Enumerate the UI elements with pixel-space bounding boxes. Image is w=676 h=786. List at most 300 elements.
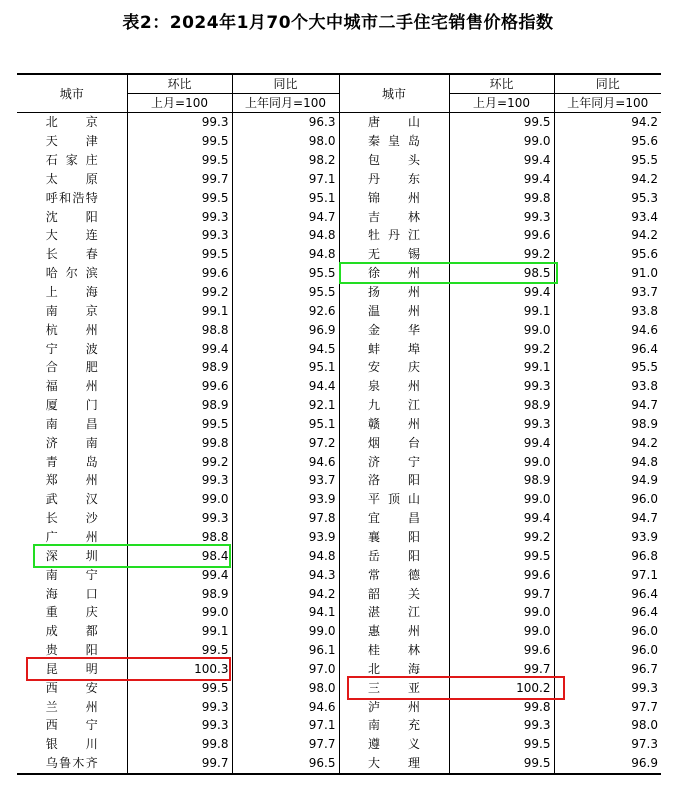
city-name-right: [339, 490, 449, 509]
city-name-right: [339, 433, 449, 452]
city-label: 泉州: [368, 379, 420, 394]
header-city-right: 城市: [339, 74, 449, 113]
yoy-value-right: 93.4: [554, 207, 661, 226]
mom-value-right: 98.9: [449, 396, 554, 415]
mom-value-left: 100.3: [127, 659, 232, 678]
yoy-value-left: 94.4: [232, 377, 339, 396]
city-label: 兰州: [45, 699, 98, 714]
table-row: [17, 509, 661, 528]
mom-value-right: 100.2: [449, 678, 554, 697]
city-label: 常德: [368, 567, 420, 582]
table-row: [17, 339, 661, 358]
city-label: 襄阳: [368, 529, 420, 544]
mom-value-left: 99.5: [127, 245, 232, 264]
city-label: 广州: [45, 529, 98, 544]
yoy-value-left: 97.7: [232, 735, 339, 754]
city-name-left: [17, 245, 127, 264]
city-label: 唐山: [368, 115, 420, 130]
mom-value-right: 98.9: [449, 471, 554, 490]
yoy-value-left: 95.5: [232, 264, 339, 283]
city-label: 温州: [368, 303, 420, 318]
mom-value-right: 99.5: [449, 546, 554, 565]
mom-value-left: 98.4: [127, 546, 232, 565]
mom-value-left: 99.1: [127, 301, 232, 320]
table-row: [17, 528, 661, 547]
city-name-left: [17, 264, 127, 283]
city-label: 呼和浩特: [45, 190, 98, 205]
mom-value-left: 99.3: [127, 697, 232, 716]
table-row: [17, 415, 661, 434]
yoy-value-left: 94.2: [232, 584, 339, 603]
mom-value-right: 99.4: [449, 170, 554, 189]
mom-value-right: 99.1: [449, 358, 554, 377]
yoy-value-left: 98.0: [232, 132, 339, 151]
yoy-value-right: 95.5: [554, 151, 661, 170]
city-label: 海口: [45, 586, 98, 601]
city-name-right: [339, 301, 449, 320]
city-name-left: [17, 490, 127, 509]
city-label: 蚌埠: [368, 341, 420, 356]
yoy-value-left: 95.1: [232, 415, 339, 434]
city-name-left: [17, 301, 127, 320]
city-label: 西安: [45, 680, 98, 695]
city-name-left: [17, 396, 127, 415]
header-yoy-left: 同比: [232, 74, 339, 94]
table-row: [17, 358, 661, 377]
yoy-value-left: 96.9: [232, 320, 339, 339]
table-row: [17, 584, 661, 603]
city-name-right: [339, 452, 449, 471]
mom-value-right: 99.3: [449, 377, 554, 396]
mom-value-left: 99.5: [127, 151, 232, 170]
city-label: 南昌: [45, 416, 98, 431]
yoy-value-right: 91.0: [554, 264, 661, 283]
table-row: [17, 264, 661, 283]
city-name-left: [17, 170, 127, 189]
city-label: 合肥: [45, 360, 98, 375]
city-label: 福州: [45, 379, 98, 394]
yoy-value-right: 94.8: [554, 452, 661, 471]
yoy-value-right: 98.9: [554, 415, 661, 434]
yoy-value-left: 93.7: [232, 471, 339, 490]
city-name-right: [339, 641, 449, 660]
mom-value-right: 99.6: [449, 641, 554, 660]
yoy-value-right: 97.1: [554, 565, 661, 584]
city-label: 遵义: [368, 737, 420, 752]
yoy-value-left: 94.6: [232, 697, 339, 716]
yoy-value-right: 94.2: [554, 170, 661, 189]
city-label: 天津: [45, 134, 98, 149]
city-label: 宁波: [45, 341, 98, 356]
city-label: 大理: [368, 756, 420, 771]
yoy-value-right: 94.7: [554, 509, 661, 528]
yoy-value-left: 96.5: [232, 754, 339, 774]
header-mom-right: 环比: [449, 74, 554, 94]
mom-value-right: 99.7: [449, 584, 554, 603]
city-label: 洛阳: [368, 473, 420, 488]
header-yoy-right: 同比: [554, 74, 661, 94]
mom-value-right: 99.3: [449, 716, 554, 735]
city-label: 包头: [368, 153, 420, 168]
header-city-left: 城市: [59, 86, 84, 101]
yoy-value-left: 94.7: [232, 207, 339, 226]
city-label: 乌鲁木齐: [45, 756, 98, 771]
table-row: [17, 207, 661, 226]
yoy-value-right: 96.8: [554, 546, 661, 565]
city-name-left: [17, 528, 127, 547]
city-name-left: [17, 735, 127, 754]
city-name-left: [17, 697, 127, 716]
header-mom-base-left: 上月=100: [127, 94, 232, 113]
city-name-right: [339, 678, 449, 697]
yoy-value-left: 95.5: [232, 283, 339, 302]
city-label: 桂林: [368, 643, 420, 658]
city-label: 安庆: [368, 360, 420, 375]
city-label: 徐州: [368, 266, 420, 281]
city-label: 秦皇岛: [368, 134, 420, 149]
yoy-value-left: 98.2: [232, 151, 339, 170]
header-yoy-base-right: 上年同月=100: [554, 94, 661, 113]
yoy-value-right: 97.3: [554, 735, 661, 754]
city-name-left: [17, 320, 127, 339]
city-label: 南充: [368, 718, 420, 733]
table-row: [17, 188, 661, 207]
city-name-left: [17, 433, 127, 452]
city-name-right: [339, 396, 449, 415]
mom-value-right: 99.4: [449, 151, 554, 170]
yoy-value-right: 96.9: [554, 754, 661, 774]
yoy-value-right: 95.3: [554, 188, 661, 207]
header-yoy-base-left: 上年同月=100: [232, 94, 339, 113]
mom-value-right: 99.5: [449, 113, 554, 132]
table-row: [17, 678, 661, 697]
mom-value-right: 99.0: [449, 622, 554, 641]
city-name-left: [17, 207, 127, 226]
city-name-right: [339, 132, 449, 151]
table-row: [17, 603, 661, 622]
city-name-right: [339, 226, 449, 245]
city-name-left: [17, 622, 127, 641]
city-name-left: [17, 678, 127, 697]
table-row: [17, 283, 661, 302]
city-label: 平顶山: [368, 492, 420, 507]
city-label: 惠州: [368, 624, 420, 639]
mom-value-right: 99.0: [449, 452, 554, 471]
mom-value-right: 99.3: [449, 415, 554, 434]
mom-value-left: 99.7: [127, 170, 232, 189]
mom-value-left: 99.1: [127, 622, 232, 641]
city-name-right: [339, 716, 449, 735]
city-name-right: [339, 546, 449, 565]
city-label: 南京: [45, 303, 98, 318]
table-row: [17, 113, 661, 132]
city-name-right: [339, 339, 449, 358]
mom-value-right: 99.5: [449, 754, 554, 774]
city-label: 三亚: [368, 680, 420, 695]
mom-value-right: 99.7: [449, 659, 554, 678]
yoy-value-right: 96.4: [554, 339, 661, 358]
city-name-right: [339, 170, 449, 189]
table-row: [17, 433, 661, 452]
mom-value-left: 99.6: [127, 377, 232, 396]
yoy-value-right: 96.7: [554, 659, 661, 678]
city-label: 银川: [45, 737, 98, 752]
city-name-right: [339, 264, 449, 283]
mom-value-left: 99.3: [127, 113, 232, 132]
city-label: 郑州: [45, 473, 98, 488]
city-name-right: [339, 659, 449, 678]
mom-value-right: 99.2: [449, 528, 554, 547]
city-label: 无锡: [368, 247, 420, 262]
table-row: [17, 132, 661, 151]
mom-value-left: 99.0: [127, 490, 232, 509]
city-name-left: [17, 584, 127, 603]
yoy-value-left: 97.1: [232, 170, 339, 189]
city-label: 上海: [45, 285, 98, 300]
mom-value-left: 99.5: [127, 188, 232, 207]
mom-value-right: 99.6: [449, 226, 554, 245]
yoy-value-left: 94.8: [232, 226, 339, 245]
yoy-value-left: 92.6: [232, 301, 339, 320]
mom-value-left: 99.2: [127, 452, 232, 471]
mom-value-left: 99.4: [127, 339, 232, 358]
yoy-value-right: 93.7: [554, 283, 661, 302]
table-row: [17, 659, 661, 678]
city-name-left: [17, 641, 127, 660]
header-mom-left: 环比: [127, 74, 232, 94]
city-label: 深圳: [45, 548, 98, 563]
mom-value-right: 99.0: [449, 132, 554, 151]
city-label: 丹东: [368, 171, 420, 186]
city-name-right: [339, 754, 449, 774]
city-name-right: [339, 320, 449, 339]
mom-value-left: 99.3: [127, 509, 232, 528]
table-row: [17, 301, 661, 320]
yoy-value-right: 94.6: [554, 320, 661, 339]
mom-value-right: 99.0: [449, 320, 554, 339]
city-name-left: [17, 509, 127, 528]
city-label: 济宁: [368, 454, 420, 469]
table-row: [17, 754, 661, 774]
city-label: 长沙: [45, 511, 98, 526]
mom-value-left: 98.9: [127, 584, 232, 603]
yoy-value-left: 95.1: [232, 188, 339, 207]
table-row: [17, 735, 661, 754]
table-row: [17, 320, 661, 339]
city-label: 厦门: [45, 398, 98, 413]
mom-value-left: 99.3: [127, 471, 232, 490]
city-name-right: [339, 188, 449, 207]
city-label: 岳阳: [368, 548, 420, 563]
yoy-value-right: 99.3: [554, 678, 661, 697]
city-name-right: [339, 377, 449, 396]
city-name-left: [17, 415, 127, 434]
city-name-left: [17, 716, 127, 735]
city-name-right: [339, 603, 449, 622]
city-name-left: [17, 132, 127, 151]
mom-value-right: 99.8: [449, 188, 554, 207]
city-label: 成都: [45, 624, 98, 639]
mom-value-left: 99.8: [127, 735, 232, 754]
mom-value-right: 99.3: [449, 207, 554, 226]
mom-value-right: 98.5: [449, 264, 554, 283]
city-label: 杭州: [45, 322, 98, 337]
yoy-value-right: 96.4: [554, 584, 661, 603]
yoy-value-right: 94.9: [554, 471, 661, 490]
city-label: 九江: [368, 398, 420, 413]
mom-value-right: 99.1: [449, 301, 554, 320]
city-name-left: [17, 471, 127, 490]
city-label: 扬州: [368, 285, 420, 300]
mom-value-left: 98.8: [127, 320, 232, 339]
city-label: 石家庄: [45, 153, 98, 168]
table-row: [17, 226, 661, 245]
mom-value-right: 99.4: [449, 433, 554, 452]
mom-value-right: 99.6: [449, 565, 554, 584]
city-name-left: [17, 283, 127, 302]
city-label: 西宁: [45, 718, 98, 733]
yoy-value-right: 95.6: [554, 245, 661, 264]
city-label: 宜昌: [368, 511, 420, 526]
mom-value-left: 99.3: [127, 226, 232, 245]
table-row: [17, 716, 661, 735]
mom-value-left: 99.8: [127, 433, 232, 452]
table-row: [17, 471, 661, 490]
city-name-right: [339, 415, 449, 434]
city-label: 长春: [45, 247, 98, 262]
yoy-value-right: 94.2: [554, 226, 661, 245]
yoy-value-left: 92.1: [232, 396, 339, 415]
price-index-table: [17, 73, 661, 775]
mom-value-right: 99.2: [449, 339, 554, 358]
city-label: 武汉: [45, 492, 98, 507]
yoy-value-right: 96.4: [554, 603, 661, 622]
mom-value-right: 99.4: [449, 283, 554, 302]
table-row: [17, 490, 661, 509]
yoy-value-right: 94.7: [554, 396, 661, 415]
city-label: 赣州: [368, 416, 420, 431]
city-label: 太原: [45, 171, 98, 186]
table-row: [17, 452, 661, 471]
yoy-value-right: 94.2: [554, 113, 661, 132]
city-name-left: [17, 452, 127, 471]
mom-value-left: 99.3: [127, 207, 232, 226]
yoy-value-left: 94.5: [232, 339, 339, 358]
yoy-value-left: 95.1: [232, 358, 339, 377]
city-label: 牡丹江: [368, 228, 420, 243]
yoy-value-right: 93.9: [554, 528, 661, 547]
mom-value-left: 98.9: [127, 396, 232, 415]
city-label: 泸州: [368, 699, 420, 714]
yoy-value-left: 94.8: [232, 245, 339, 264]
city-label: 重庆: [45, 605, 98, 620]
yoy-value-left: 93.9: [232, 528, 339, 547]
yoy-value-left: 94.6: [232, 452, 339, 471]
mom-value-left: 98.8: [127, 528, 232, 547]
table-row: [17, 396, 661, 415]
yoy-value-left: 99.0: [232, 622, 339, 641]
table-row: [17, 377, 661, 396]
yoy-value-left: 97.2: [232, 433, 339, 452]
table-row: [17, 245, 661, 264]
city-label: 湛江: [368, 605, 420, 620]
yoy-value-left: 97.8: [232, 509, 339, 528]
page-title: 表2：2024年1月70个大中城市二手住宅销售价格指数: [122, 13, 554, 33]
city-label: 北海: [368, 661, 420, 676]
city-label: 金华: [368, 322, 420, 337]
city-name-right: [339, 207, 449, 226]
city-label: 北京: [45, 115, 98, 130]
city-name-left: [17, 546, 127, 565]
mom-value-left: 99.5: [127, 132, 232, 151]
mom-value-right: 99.4: [449, 509, 554, 528]
table-row: [17, 565, 661, 584]
table-row: [17, 622, 661, 641]
city-label: 南宁: [45, 567, 98, 582]
city-name-right: [339, 113, 449, 132]
yoy-value-right: 94.2: [554, 433, 661, 452]
mom-value-left: 99.5: [127, 678, 232, 697]
mom-value-left: 99.0: [127, 603, 232, 622]
city-name-left: [17, 188, 127, 207]
yoy-value-left: 97.1: [232, 716, 339, 735]
city-name-left: [17, 151, 127, 170]
mom-value-right: 99.2: [449, 245, 554, 264]
city-name-right: [339, 151, 449, 170]
yoy-value-right: 96.0: [554, 641, 661, 660]
yoy-value-right: 98.0: [554, 716, 661, 735]
mom-value-right: 99.8: [449, 697, 554, 716]
city-name-left: [17, 377, 127, 396]
city-name-left: [17, 659, 127, 678]
yoy-value-right: 96.0: [554, 490, 661, 509]
table-row: [17, 151, 661, 170]
mom-value-left: 98.9: [127, 358, 232, 377]
city-name-right: [339, 584, 449, 603]
yoy-value-left: 97.0: [232, 659, 339, 678]
mom-value-left: 99.5: [127, 641, 232, 660]
yoy-value-right: 97.7: [554, 697, 661, 716]
city-label: 锦州: [368, 190, 420, 205]
city-name-left: [17, 226, 127, 245]
mom-value-right: 99.0: [449, 490, 554, 509]
city-label: 青岛: [45, 454, 98, 469]
city-name-right: [339, 283, 449, 302]
yoy-value-left: 94.1: [232, 603, 339, 622]
city-label: 昆明: [45, 661, 98, 676]
yoy-value-right: 93.8: [554, 301, 661, 320]
city-name-left: [17, 358, 127, 377]
mom-value-left: 99.6: [127, 264, 232, 283]
mom-value-left: 99.3: [127, 716, 232, 735]
yoy-value-left: 93.9: [232, 490, 339, 509]
yoy-value-right: 95.5: [554, 358, 661, 377]
city-name-left: [17, 113, 127, 132]
city-name-right: [339, 565, 449, 584]
city-label: 贵阳: [45, 643, 98, 658]
city-label: 吉林: [368, 209, 420, 224]
yoy-value-left: 94.3: [232, 565, 339, 584]
yoy-value-right: 95.6: [554, 132, 661, 151]
city-name-right: [339, 528, 449, 547]
city-name-right: [339, 509, 449, 528]
yoy-value-left: 96.3: [232, 113, 339, 132]
city-label: 烟台: [368, 435, 420, 450]
city-name-right: [339, 358, 449, 377]
city-name-right: [339, 622, 449, 641]
table-row: [17, 546, 661, 565]
city-name-left: [17, 603, 127, 622]
